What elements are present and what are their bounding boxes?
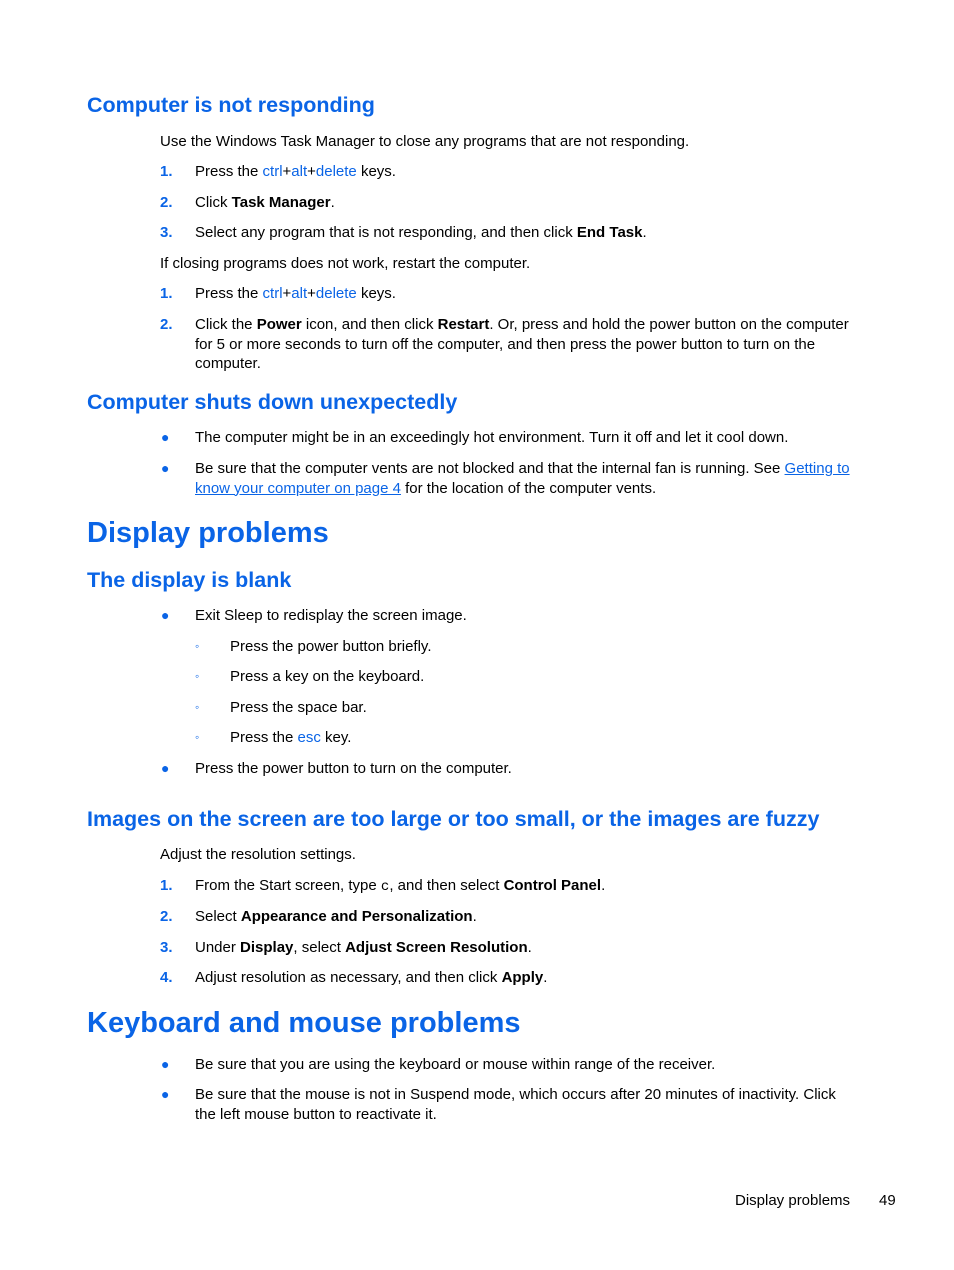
key-esc: esc [297,729,321,746]
intro-text: Use the Windows Task Manager to close any programs that are not responding. [160,133,690,150]
footer-section-name: Display problems [735,1192,851,1209]
step-number: 2. [160,908,173,925]
bullet-icon: ● [161,1086,170,1102]
page-number: 49 [879,1192,896,1209]
step-number: 1. [160,285,173,302]
step-number: 1. [160,163,173,180]
heading-images-screen: Images on the screen are too large or too small, or the images are fuzzy [87,807,820,831]
sub-bullet-icon: ◦ [195,730,200,744]
key-alt: alt [291,285,308,302]
bullet-icon: ● [161,1056,170,1072]
key-alt: alt [291,163,308,180]
bullet-icon: ● [161,429,170,445]
bullet-icon: ● [161,607,170,623]
heading-computer-not-responding: Computer is not responding [87,93,375,117]
heading-keyboard-mouse: Keyboard and mouse problems [87,1007,521,1039]
heading-computer-shuts-down: Computer shuts down unexpectedly [87,390,458,414]
step-number: 1. [160,877,173,894]
sub-bullet-icon: ◦ [195,639,200,653]
key-ctrl: ctrl [262,163,283,180]
heading-display-problems: Display problems [87,517,329,549]
code-text: c [380,879,390,895]
sub-bullet-icon: ◦ [195,700,200,714]
sub-bullet-icon: ◦ [195,669,200,683]
step-number: 3. [160,939,173,956]
key-ctrl: ctrl [262,285,283,302]
step-number: 4. [160,969,173,986]
document-page: Computer is not responding Use the Windows Task Manager to close any programs that are not responding. 1. Press the ctrl+alt+delete keys. 2. Click Task Manager. 3. Select any program that is not responding, and then click End Task. If closing programs does not work, restart the computer. 1. Press the ctrl+alt+delete keys. 2. Click the Power icon, and then click Restart. Or, press and hold the power button on the computer for 5 or more seconds to turn off the computer, and then press the power button to turn on the computer. Computer shuts down unexpectedly ● The computer might be in an exceedingly hot environment. Turn it off and let it cool down. ● Be sure that the computer vents are not blocked and that the internal fan is running. See Getting to know your computer on page 4 for the location of the computer vents. Display problems The display is blank ● Exit Sleep to redisplay the screen image. ◦ Press the power button briefly. ◦ Press a key on the keyboard. ◦ Press the space bar. ◦ Press the esc key. ● Press the power button to turn on the computer. Images on the screen are too large or too small, or the images are fuzzy Adjust the resolution settings. 1. From the Start screen, type c, and then select Control Panel. 2. Select Appearance and Personalization. 3. Under Display, select Adjust Screen Resolution. 4. Adjust resolution as necessary, and then click Apply. Keyboard and mouse problems ● Be sure that you are using the keyboard or mouse within range of the receiver. ● Be sure that the mouse is not in Suspend mode, which occurs after 20 minutes of inactivity. Click the left mouse button to reactivate it. Display problems 49 [87,93,896,1209]
heading-display-blank: The display is blank [87,568,292,592]
key-delete: delete [315,285,357,302]
mid-text: If closing programs does not work, restart the computer. [160,255,531,272]
step-number: 2. [160,194,173,211]
intro-text: Adjust the resolution settings. [160,846,356,863]
bullet-icon: ● [161,760,170,776]
key-delete: delete [315,163,357,180]
getting-to-know-link[interactable]: Getting to know your computer on page 4 [195,460,850,497]
step-number: 3. [160,224,173,241]
step-number: 2. [160,316,173,333]
bullet-icon: ● [161,460,170,476]
